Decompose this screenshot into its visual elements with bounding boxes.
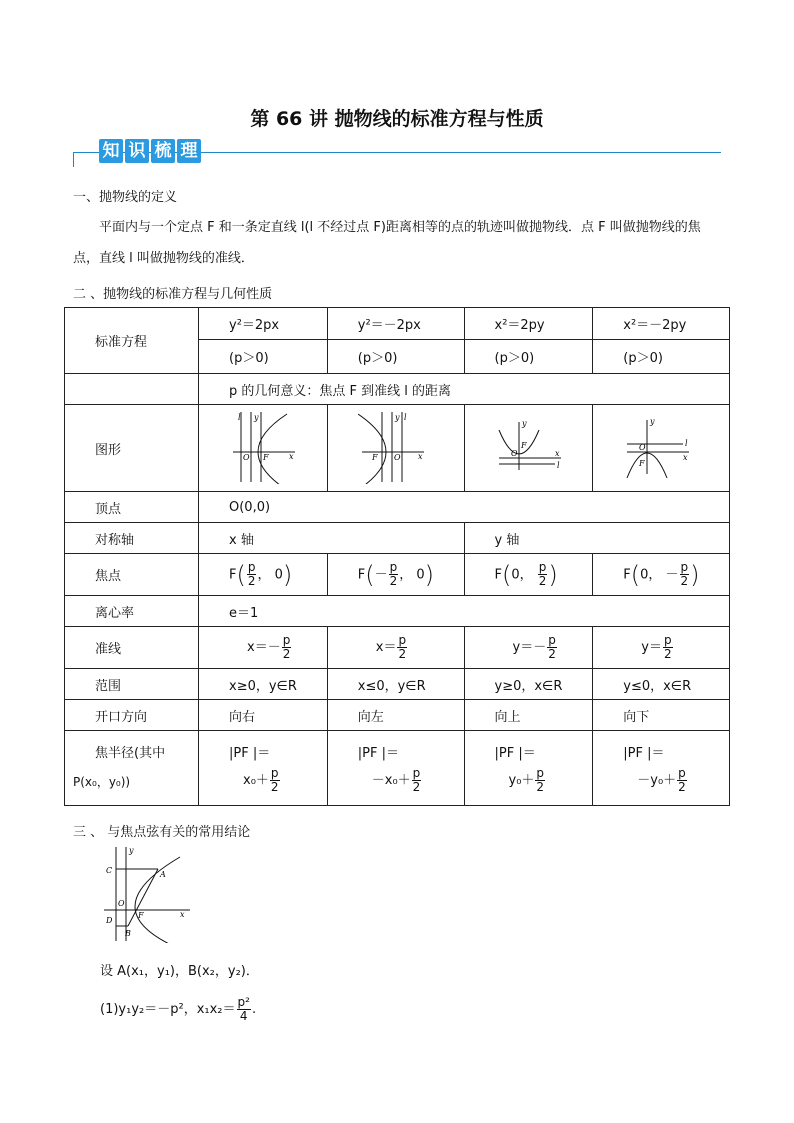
svg-text:A: A [160, 870, 166, 879]
opening-cell: 向左 [327, 700, 464, 731]
banner-char: 梳 [151, 139, 175, 163]
eccentricity-value: e＝1 [199, 596, 730, 627]
opening-cell: 向下 [593, 700, 730, 731]
std-eq-label: 标准方程 [65, 308, 199, 374]
range-cell: y≤0，x∈R [593, 669, 730, 700]
svg-text:l: l [556, 461, 560, 470]
focus-cell: F(0， $\frac{p}{2}$ ) [464, 554, 593, 596]
svg-text:O: O [243, 453, 250, 462]
focus-label: 焦点 [65, 554, 199, 596]
directrix-cell: y＝－ $\frac{p}{2}$ [464, 627, 593, 669]
svg-text:l: l [685, 439, 688, 448]
svg-text:B: B [125, 929, 131, 938]
range-cell: y≥0，x∈R [464, 669, 593, 700]
svg-text:O: O [118, 899, 125, 908]
figure-label: 图形 [65, 405, 199, 492]
svg-text:y: y [521, 419, 527, 428]
range-cell: x≤0，y∈R [327, 669, 464, 700]
condition-cell: (p＞0) [593, 340, 730, 374]
vertex-value: O(0,0) [199, 492, 730, 523]
equation-cell: x²＝－2py [593, 308, 730, 340]
svg-text:F: F [371, 453, 378, 462]
condition-cell: (p＞0) [464, 340, 593, 374]
focus-cell: F(－ $\frac{p}{2}$ ， 0) [327, 554, 464, 596]
section1-heading: 一、抛物线的定义 [73, 190, 178, 205]
svg-text:x: x [289, 452, 294, 461]
directrix-label: 准线 [65, 627, 199, 669]
opening-label: 开口方向 [65, 700, 199, 731]
axis-value: x 轴 [199, 523, 465, 554]
properties-table [64, 307, 730, 806]
radius-cell: |PF |＝ －x₀＋ $\frac{p}{2}$ [327, 731, 464, 806]
condition-cell: (p＞0) [327, 340, 464, 374]
svg-text:y: y [394, 413, 400, 422]
banner-char: 识 [125, 139, 149, 163]
svg-text:x: x [180, 910, 185, 919]
chord-result-1: (1)y₁y₂＝－p²，x₁x₂＝ $\frac{\text{p²}}{4}$ . [100, 995, 257, 1023]
axis-value: y 轴 [464, 523, 730, 554]
opening-cell: 向右 [199, 700, 328, 731]
axis-label: 对称轴 [65, 523, 199, 554]
svg-text:F: F [263, 453, 269, 462]
svg-text:F: F [520, 441, 527, 450]
section2-heading: 二 、抛物线的标准方程与几何性质 [73, 287, 273, 302]
svg-text:l: l [403, 413, 407, 422]
svg-text:O: O [639, 443, 646, 452]
graph-up [495, 408, 565, 484]
equation-cell: y²＝－2px [327, 308, 464, 340]
graph-right [229, 408, 299, 484]
opening-cell: 向上 [464, 700, 593, 731]
graph-down [623, 408, 693, 484]
svg-text:F: F [138, 911, 144, 920]
svg-text:y: y [129, 846, 134, 855]
directrix-cell: x＝ $\frac{p}{2}$ [327, 627, 464, 669]
banner-char: 理 [177, 139, 201, 163]
focus-cell: F( $\frac{p}{2}$ ， 0) [199, 554, 328, 596]
svg-text:x: x [683, 453, 688, 462]
svg-text:y: y [254, 413, 259, 422]
range-label: 范围 [65, 669, 199, 700]
directrix-cell: x＝－ $\frac{p}{2}$ [199, 627, 328, 669]
svg-text:F: F [639, 459, 645, 468]
equation-cell: y²＝2px [199, 308, 328, 340]
directrix-cell: y＝ $\frac{p}{2}$ [593, 627, 730, 669]
svg-text:D: D [106, 916, 113, 925]
graph-left [358, 408, 428, 484]
svg-text:x: x [554, 449, 560, 458]
radius-cell: |PF |＝ y₀＋ $\frac{p}{2}$ [464, 731, 593, 806]
svg-text:y: y [650, 417, 655, 426]
svg-text:x: x [417, 452, 423, 461]
radius-cell: |PF |＝ x₀＋ $\frac{p}{2}$ [199, 731, 328, 806]
focus-cell: F(0， － $\frac{p}{2}$ ) [593, 554, 730, 596]
condition-cell: (p＞0) [199, 340, 328, 374]
page-title: 第 66 讲 抛物线的标准方程与性质 [250, 108, 544, 130]
section-banner [73, 137, 721, 167]
svg-text:O: O [393, 453, 401, 462]
svg-text:C: C [106, 866, 113, 875]
radius-label: 焦半径(其中 P(x₀，y₀)) [65, 731, 199, 806]
svg-text:l: l [238, 413, 241, 422]
svg-text:O: O [510, 449, 518, 458]
definition-paragraph: 平面内与一个定点 F 和一条定直线 l(l 不经过点 F)距离相等的点的轨迹叫做抛物线．点 F 叫做抛物线的焦点，直线 l 叫做抛物线的准线． [73, 220, 701, 266]
equation-cell: x²＝2py [464, 308, 593, 340]
focal-chord-figure [100, 843, 195, 943]
section3-heading: 三 、 与焦点弦有关的常用结论 [73, 825, 251, 840]
range-cell: x≥0，y∈R [199, 669, 328, 700]
radius-cell: |PF |＝ －y₀＋ $\frac{p}{2}$ [593, 731, 730, 806]
vertex-label: 顶点 [65, 492, 199, 523]
p-meaning-cell: p 的几何意义：焦点 F 到准线 l 的距离 [199, 374, 730, 405]
chord-setup: 设 A(x₁，y₁)，B(x₂，y₂)． [100, 964, 259, 979]
banner-char: 知 [99, 139, 123, 163]
eccentricity-label: 离心率 [65, 596, 199, 627]
